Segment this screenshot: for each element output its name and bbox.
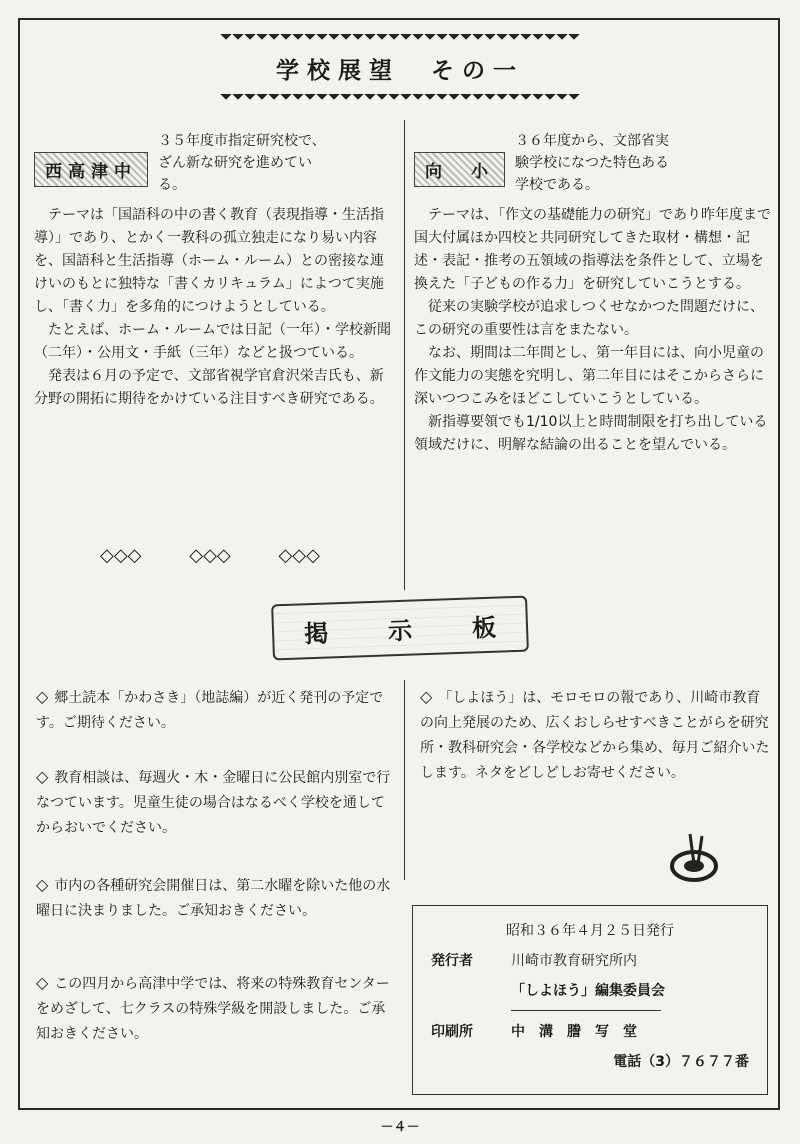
article-paragraph: たとえば、ホーム・ルームでは日記（一年）・学校新聞（二年）・公用文・手紙（三年）などと扱つている。 bbox=[34, 322, 391, 361]
board-char: 板 bbox=[471, 613, 497, 642]
notice-item: ◇ 郷土読本「かわさき」（地誌編）が近く発刊の予定です。ご期待ください。 bbox=[36, 687, 384, 731]
diamond-ornament-icon: ◇◇◇ bbox=[278, 545, 320, 566]
diamond-bullet-icon: ◇ bbox=[36, 875, 49, 894]
notice-item: ◇ この四月から高津中学では、将来の特殊教育センターをめざして、七クラスの特殊学級を開設しました。ご承知おきください。 bbox=[36, 973, 390, 1042]
article-nishitakatsu bbox=[34, 130, 394, 411]
diamond-bullet-icon: ◇ bbox=[36, 973, 49, 992]
school-badge-nishitakatsu: 西高津中 bbox=[34, 152, 148, 187]
title-zigzag-bottom bbox=[220, 94, 580, 106]
publisher-value: 川崎市教育研究所内 bbox=[511, 953, 637, 969]
article-intro: ３５年度市指定研究校で、ざん新な研究を進めている。 bbox=[158, 133, 326, 193]
article-paragraph: テーマは「国語科の中の書く教育（表現指導・生活指導）」であり、とかく一教科の孤立独走になり易い内容を、国語科と生活指導（ホーム・ルーム）との密接な連けいのもとに独特な「書くカリキュラム」によつて実施し、「書く力」を多角的につけようとしている。 bbox=[34, 207, 384, 315]
issue-date: 昭和３６年４月２５日発行 bbox=[506, 923, 674, 939]
diamond-bullet-icon: ◇ bbox=[420, 687, 433, 706]
board-char: 示 bbox=[387, 616, 413, 645]
diamond-bullet-icon: ◇ bbox=[36, 767, 49, 786]
article-paragraph: 新指導要領でも1/10以上と時間制限を打ち出している領域だけに、明解な結論の出ることを望んでいる。 bbox=[414, 414, 768, 453]
article-intro: ３６年度から、文部省実験学校になつた特色ある学校である。 bbox=[515, 133, 669, 193]
colophon-rule bbox=[511, 1010, 661, 1011]
diamond-ornament-icon: ◇◇◇ bbox=[189, 545, 231, 566]
column-divider bbox=[404, 120, 405, 590]
article-paragraph: 従来の実験学校が追求しつくせなかつた問題だけに、この研究の重要性は言をまたない。 bbox=[414, 299, 764, 338]
article-paragraph: なお、期間は二年間とし、第一年目には、向小児童の作文能力の実態を究明し、第二年目にはそこからさらに深いつつこみをほどこしていこうとしている。 bbox=[414, 345, 764, 407]
printer-label: 印刷所 bbox=[431, 1024, 473, 1040]
article-paragraph: 発表は６月の予定で、文部省視学官倉沢栄吉氏も、新分野の開拓に期待をかけている注目すべき研究である。 bbox=[34, 368, 384, 407]
notice-item: ◇ 市内の各種研究会開催日は、第二水曜を除いた他の水曜日に決まりました。ご承知おきください。 bbox=[36, 875, 391, 919]
page-number: －４－ bbox=[380, 1120, 420, 1135]
article-paragraph: テーマは、「作文の基礎能力の研究」であり昨年度まで国大付属ほか四校と共同研究してきた取材・構想・記述・表記・推考の五領域の指導法を条件として、立場を換えた「子どもの作る力」を研究していこうとする。 bbox=[414, 207, 771, 292]
notice-item: ◇ 「しよほう」は、モロモロの報であり、川崎市教育の向上発展のため、広くおしらせすべきことがらを研究所・教科研究会・各学校などから集め、毎月ご紹介いたします。ネタをどしどしお寄せください。 bbox=[420, 687, 770, 781]
bulletin-board-heading bbox=[271, 596, 529, 661]
page-title: 学校展望 その一 bbox=[276, 58, 524, 84]
publisher-label: 発行者 bbox=[431, 953, 473, 969]
diamond-ornament-icon: ◇◇◇ bbox=[100, 545, 142, 566]
notice-item: ◇ 教育相談は、毎週火・木・金曜日に公民館内別室で行なつています。児童生徒の場合はなるべく学校を通してからおいでください。 bbox=[36, 767, 391, 836]
diamond-bullet-icon: ◇ bbox=[36, 687, 49, 706]
pen-and-ink-emblem-icon bbox=[668, 830, 722, 884]
phone-number: 電話（3）７６７７番 bbox=[613, 1054, 749, 1070]
article-mukai bbox=[414, 130, 774, 457]
editorial-committee: 「しよほう」編集委員会 bbox=[511, 983, 665, 999]
ornament-row bbox=[100, 545, 320, 566]
printer-value: 中 溝 謄 写 堂 bbox=[511, 1024, 637, 1040]
school-badge-mukai: 向 小 bbox=[414, 152, 505, 187]
colophon-box bbox=[412, 905, 768, 1095]
board-char: 掲 bbox=[303, 619, 329, 648]
notice-divider bbox=[404, 680, 405, 880]
title-zigzag-top bbox=[220, 34, 580, 46]
